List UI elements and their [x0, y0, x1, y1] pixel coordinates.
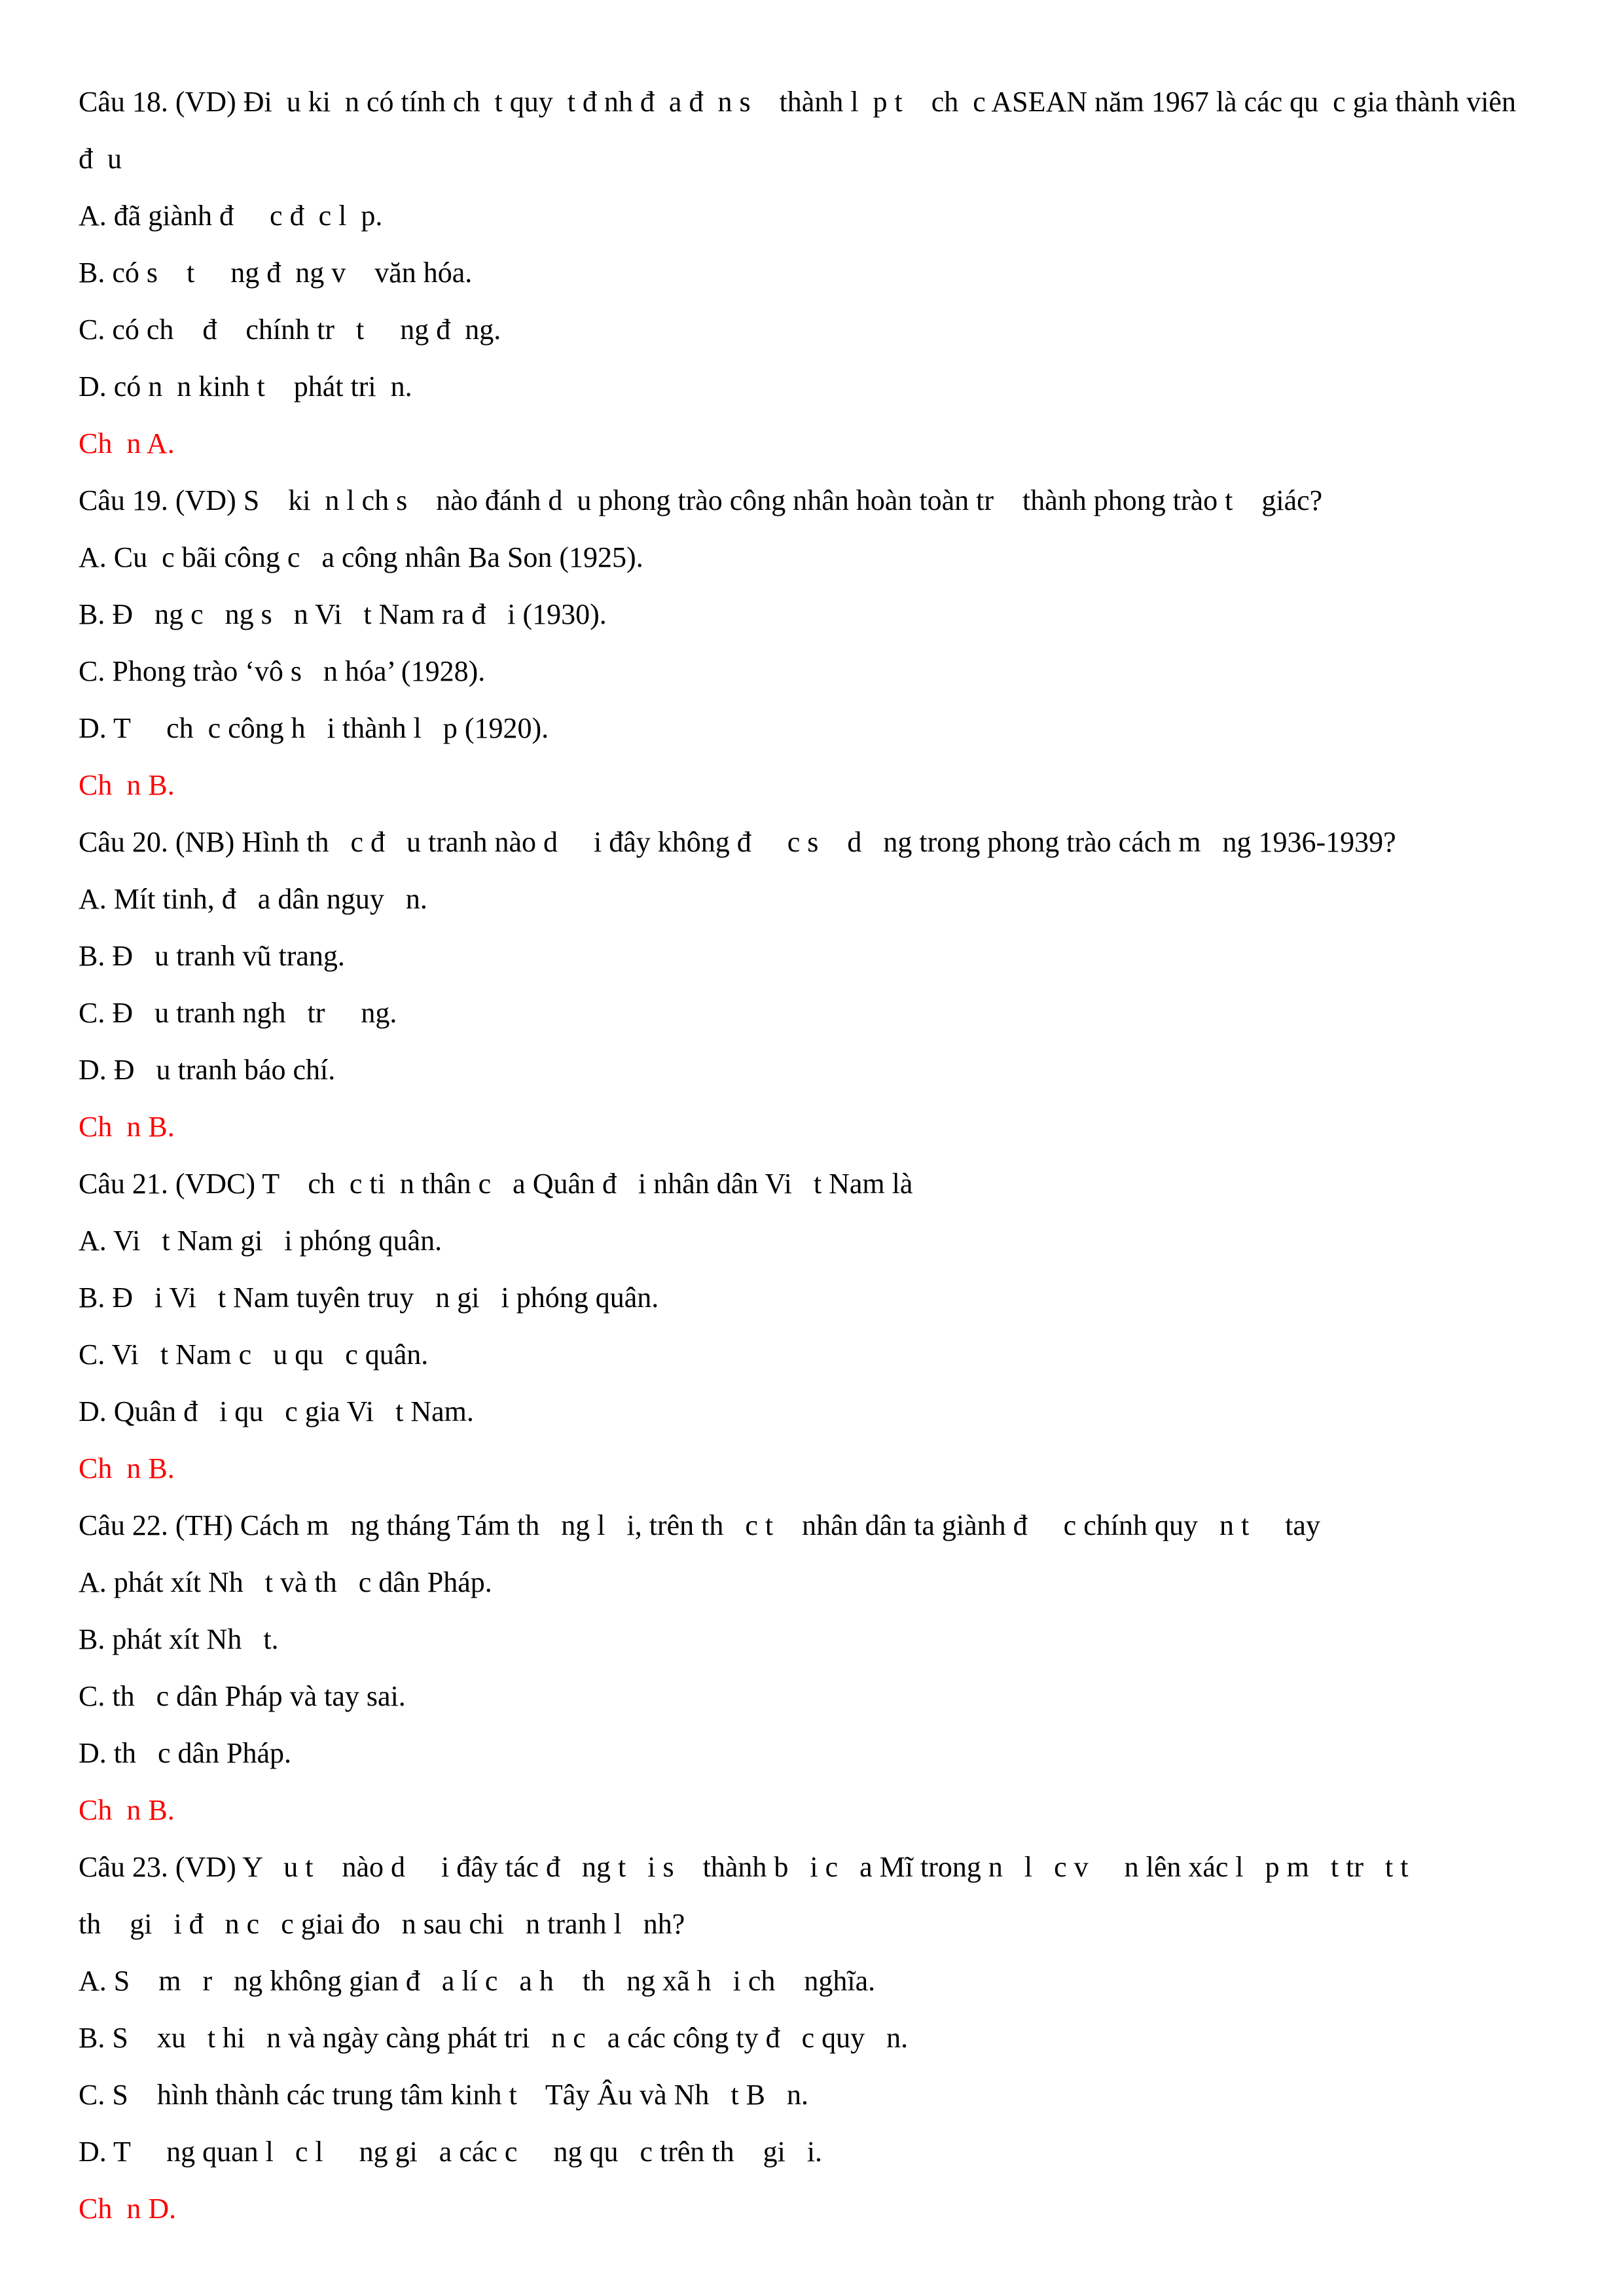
question-19 [79, 472, 1578, 814]
option-c: C. S hình thành các trung tâm kinh t Tây Âu và Nh t B n. [79, 2079, 808, 2111]
option-b: B. S xu t hi n và ngày càng phát tri n c a các công ty đ c quy n. [79, 2022, 909, 2054]
option-d: D. T ng quan l c l ng gi a các c ng qu c trên th gi i. [79, 2136, 823, 2168]
question-stem: Câu 20. (NB) Hình th c đ u tranh nào d i đây không đ c s d ng trong phong trào cách m ng 1936-1939? [79, 826, 1396, 858]
question-stem: Câu 22. (TH) Cách m ng tháng Tám th ng l i, trên th c t nhân dân ta giành đ c chính quy n t tay [79, 1509, 1320, 1541]
option-b: B. có s t ng đ ng v văn hóa. [79, 257, 473, 289]
option-d: D. T ch c công h i thành l p (1920). [79, 712, 549, 744]
option-d: D. có n n kinh t phát tri n. [79, 370, 412, 403]
option-a: A. S m r ng không gian đ a lí c a h th ng xã h i ch nghĩa. [79, 1965, 876, 1997]
option-d: D. th c dân Pháp. [79, 1737, 292, 1769]
question-23 [79, 1839, 1578, 2237]
question-stem: đ u [79, 143, 122, 175]
option-a: A. phát xít Nh t và th c dân Pháp. [79, 1566, 492, 1598]
question-18 [79, 73, 1578, 472]
option-a: A. Cu c bãi công c a công nhân Ba Son (1925). [79, 541, 643, 573]
option-c: C. Vi t Nam c u qu c quân. [79, 1338, 429, 1371]
question-stem: Câu 19. (VD) S ki n l ch s nào đánh d u phong trào công nhân hoàn toàn tr thành phong trào t giác? [79, 484, 1323, 516]
option-d: D. Quân đ i qu c gia Vi t Nam. [79, 1395, 474, 1427]
option-d: D. Đ u tranh báo chí. [79, 1054, 336, 1086]
answer-key: Ch n A. [79, 427, 175, 459]
option-a: A. Vi t Nam gi i phóng quân. [79, 1225, 442, 1257]
answer-key: Ch n B. [79, 1111, 175, 1143]
question-22 [79, 1497, 1578, 1839]
question-21 [79, 1155, 1578, 1497]
answer-key: Ch n B. [79, 1452, 175, 1484]
question-stem: Câu 23. (VD) Y u t nào d i đây tác đ ng t i s thành b i c a Mĩ trong n l c v n lên xác l p m t tr t t [79, 1851, 1409, 1883]
document-page [79, 73, 1578, 2237]
option-c: C. th c dân Pháp và tay sai. [79, 1680, 406, 1712]
option-a: A. Mít tinh, đ a dân nguy n. [79, 883, 427, 915]
option-b: B. Đ i Vi t Nam tuyên truy n gi i phóng quân. [79, 1282, 659, 1314]
option-b: B. phát xít Nh t. [79, 1623, 279, 1655]
question-stem: Câu 21. (VDC) T ch c ti n thân c a Quân đ i nhân dân Vi t Nam là [79, 1168, 913, 1200]
option-c: C. Phong trào ‘vô s n hóa’ (1928). [79, 655, 486, 687]
option-b: B. Đ u tranh vũ trang. [79, 940, 345, 972]
question-20 [79, 814, 1578, 1155]
answer-key: Ch n B. [79, 1794, 175, 1826]
question-stem: Câu 18. (VD) Đi u ki n có tính ch t quy t đ nh đ a đ n s thành l p t ch c ASEAN năm 1967 là các qu c gia thành viên [79, 86, 1516, 118]
answer-key: Ch n B. [79, 769, 175, 801]
option-c: C. Đ u tranh ngh tr ng. [79, 997, 397, 1029]
option-a: A. đã giành đ c đ c l p. [79, 200, 383, 232]
option-b: B. Đ ng c ng s n Vi t Nam ra đ i (1930). [79, 598, 607, 630]
question-stem: th gi i đ n c c giai đo n sau chi n tranh l nh? [79, 1908, 685, 1940]
answer-key: Ch n D. [79, 2193, 177, 2225]
option-c: C. có ch đ chính tr t ng đ ng. [79, 314, 501, 346]
